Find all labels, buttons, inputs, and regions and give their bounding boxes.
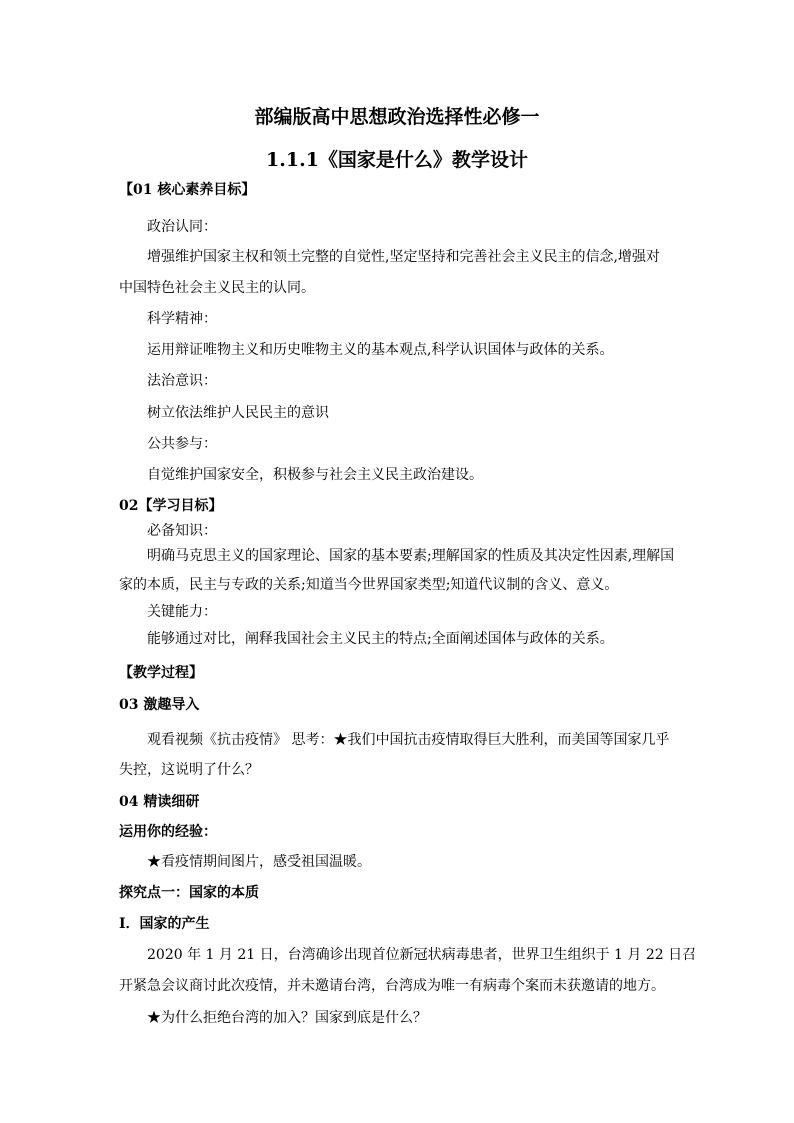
political-identity-label: 政治认同： (147, 219, 217, 235)
scientific-spirit-text: 运用辩证唯物主义和历史唯物主义的基本观点,科学认识国体与政体的关系。 (147, 342, 614, 358)
engaging-intro-text-line-1: 观看视频《抗击疫情》 思考：★我们中国抗击疫情取得巨大胜利，而美国等国家几乎 (147, 732, 670, 748)
key-ability-label: 关键能力： (147, 604, 217, 620)
public-participation-label: 公共参与： (147, 436, 217, 452)
experience-text: ★看疫情期间图片，感受祖国温暖。 (147, 854, 371, 870)
public-participation-text: 自觉维护国家安全，积极参与社会主义民主政治建设。 (147, 467, 483, 483)
section-heading-engaging-intro: 03 激趣导入 (119, 697, 200, 713)
political-identity-text-line-1: 增强维护国家主权和领土完整的自觉性,坚定坚持和完善社会主义民主的信念,增强对 (147, 249, 660, 265)
engaging-intro-text-line-2: 失控，这说明了什么？ (119, 762, 259, 778)
rule-of-law-label: 法治意识： (147, 373, 217, 389)
experience-label: 运用你的经验： (119, 824, 217, 840)
reflection-question: ★为什么拒绝台湾的加入？国家到底是什么？ (147, 1010, 427, 1026)
political-identity-text-line-2: 中国特色社会主义民主的认同。 (119, 280, 315, 296)
taiwan-paragraph-line-1: 2020 年 1 月 21 日，台湾确诊出现首位新冠状病毒患者，世界卫生组织于 1 月 22 日召 (147, 947, 697, 963)
section-heading-teaching-process: 【教学过程】 (119, 665, 203, 681)
rule-of-law-text: 树立依法维护人民民主的意识 (147, 405, 329, 421)
essential-knowledge-text-line-2: 家的本质，民主与专政的关系;知道当今世界国家类型;知道代议制的含义、意义。 (119, 577, 619, 593)
section-heading-core-literacy: 【01 核心素养目标】 (119, 182, 256, 198)
essential-knowledge-label: 必备知识： (147, 523, 217, 539)
section-heading-close-reading: 04 精读细研 (119, 794, 200, 810)
inquiry-point-heading: 探究点一：国家的本质 (119, 885, 259, 901)
key-ability-text: 能够通过对比，阐释我国社会主义民主的特点;全面阐述国体与政体的关系。 (147, 631, 614, 647)
document-title: 部编版高中思想政治选择性必修一 (254, 106, 540, 128)
taiwan-paragraph-line-2: 开紧急会议商讨此次疫情，并未邀请台湾，台湾成为唯一有病毒个案而未获邀请的地方。 (119, 978, 665, 994)
section-heading-learning-goals: 02【学习目标】 (119, 498, 223, 514)
origin-of-state-subheading: Ⅰ．国家的产生 (119, 916, 210, 932)
essential-knowledge-text-line-1: 明确马克思主义的国家理论、国家的基本要素;理解国家的性质及其决定性因素,理解国 (147, 548, 675, 564)
document-subtitle: 1.1.1《国家是什么》教学设计 (266, 149, 528, 171)
scientific-spirit-label: 科学精神： (147, 311, 217, 327)
